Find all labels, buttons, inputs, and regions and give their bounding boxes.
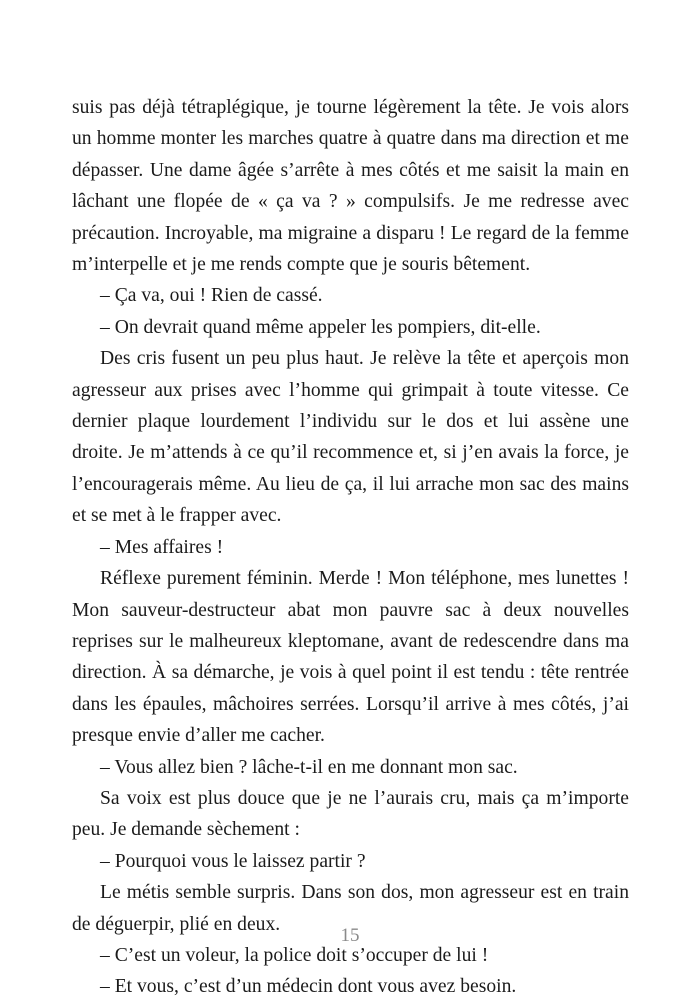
paragraph: Sa voix est plus douce que je ne l’aurais cru, mais ça m’importe peu. Je demande sèchement : — [72, 787, 629, 841]
dialogue-line: – C’est un voleur, la police doit s’occuper de lui ! — [100, 944, 489, 966]
dialogue-line: – Pourquoi vous le laissez partir ? — [100, 850, 366, 872]
dialogue-line: – Ça va, oui ! Rien de cassé. — [100, 285, 323, 307]
dialogue-line: – Et vous, c’est d’un médecin dont vous avez besoin. — [100, 976, 517, 998]
body-text — [72, 92, 629, 1003]
paragraph: Le métis semble surpris. Dans son dos, mon agresseur est en train de déguerpir, plié en deux. — [72, 882, 629, 935]
dialogue-line: – Vous allez bien ? lâche-t-il en me donnant mon sac. — [100, 756, 518, 778]
paragraph: suis pas déjà tétraplégique, je tourne légèrement la tête. Je vois alors un homme monter les marches quatre à quatre dans ma direction et me dépasser. Une dame âgée s’arrête à mes côtés et me saisit la main en lâchant une flopée de « ça va ? » compulsifs. Je me redresse avec précaution. Incroyable, ma migraine a disparu ! Le regard de la femme m’interpelle et je me rends compte que je souris bêtement. — [72, 97, 629, 276]
page-number: 15 — [340, 925, 360, 946]
paragraph: Réflexe purement féminin. Merde ! Mon téléphone, mes lunettes ! Mon sauveur-destructeur abat mon pauvre sac à deux nouvelles reprises sur le malheureux kleptomane, avant de redescendre dans ma direction. À sa démarche, je vois à quel point il est tendu : tête rentrée dans les épaules, mâchoires serrées. Lorsqu’il arrive à mes côtés, j’ai presque envie d’aller me cacher. — [72, 568, 629, 747]
dialogue-line: – Mes affaires ! — [100, 536, 224, 558]
paragraph: Des cris fusent un peu plus haut. Je relève la tête et aperçois mon agresseur aux prises avec l’homme qui grimpait à toute vitesse. Ce dernier plaque lourdement l’individu sur le dos et lui assène une droite. Je m’attends à ce qu’il recommence et, si j’en avais la force, je l’encouragerais même. Au lieu de ça, il lui arrache mon sac des mains et se met à le frapper avec. — [72, 348, 629, 527]
dialogue-line: – On devrait quand même appeler les pompiers, dit-elle. — [100, 316, 541, 338]
